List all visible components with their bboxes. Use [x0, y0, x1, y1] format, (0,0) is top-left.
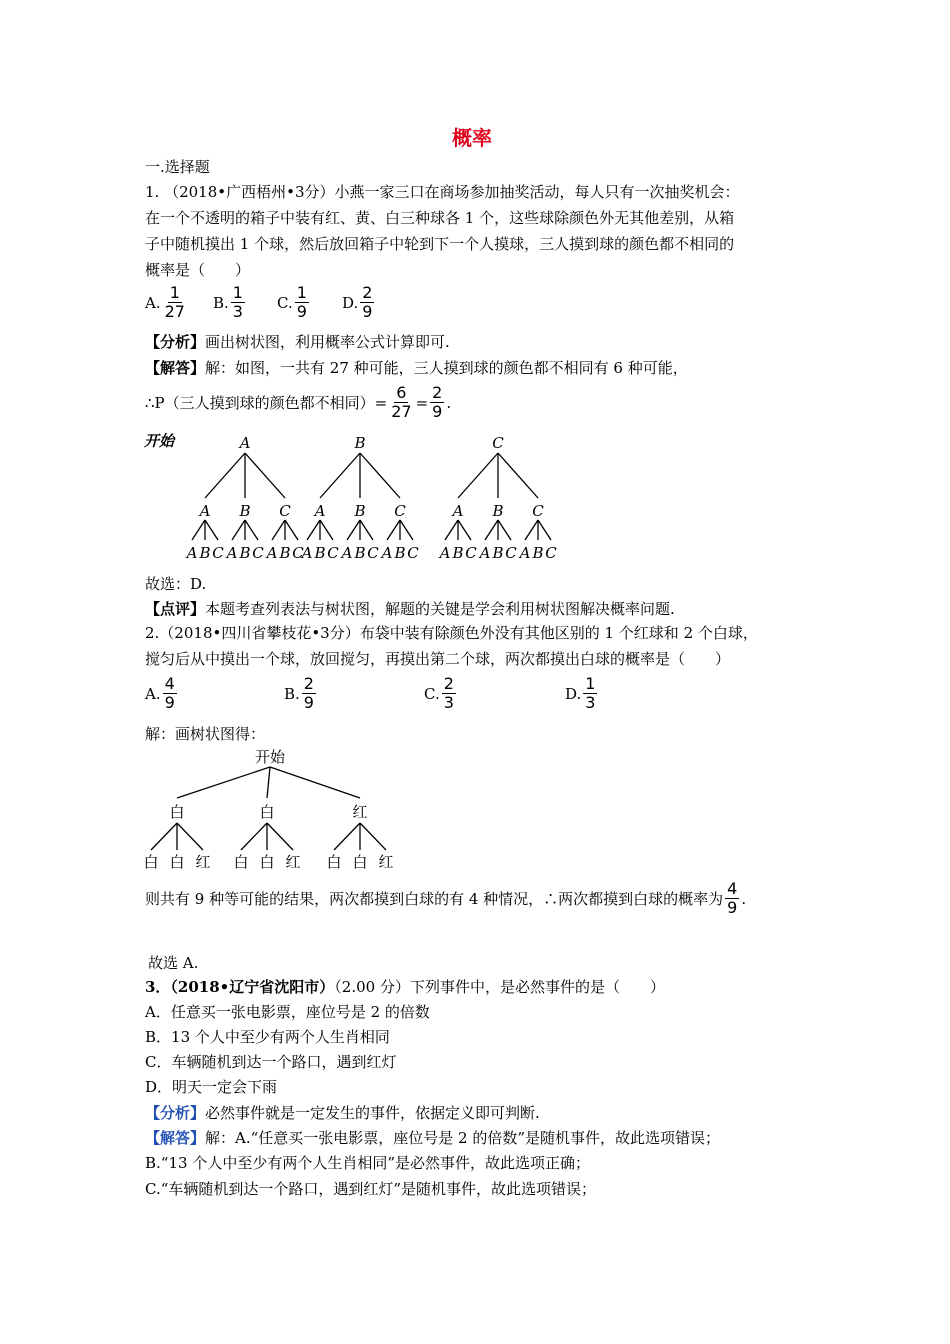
- tree-node-root: C: [492, 434, 504, 452]
- tree-node-level2: C: [394, 502, 406, 520]
- tree-node-leaf: C: [545, 544, 557, 562]
- tree-node-leaf: C: [465, 544, 477, 562]
- tree-node-leaf: A: [301, 544, 313, 562]
- tree-branch: [151, 823, 177, 850]
- q3-answer-line-3: C.“车辆随机到达一个路口，遇到红灯”是随机事件，故此选项错误；: [145, 1180, 597, 1198]
- tree2-node-leaf: 白: [259, 853, 275, 871]
- tree-branch: [205, 453, 245, 498]
- q3-answer-line-2: B.“13 个人中至少有两个人生肖相同”是必然事件，故此选项正确；: [145, 1154, 590, 1172]
- tree-branch: [241, 823, 267, 850]
- tree2-node-leaf: 白: [326, 853, 342, 871]
- tree-node-leaf: A: [266, 544, 278, 562]
- q1-line-4: 概率是（ ）: [145, 261, 251, 279]
- tree-branch: [525, 520, 538, 540]
- tree-node-leaf: C: [367, 544, 379, 562]
- tree-branch: [445, 520, 458, 540]
- q2-line-2: 搅匀后从中摸出一个球，放回搅匀，再摸出第二个球，两次都摸出白球的概率是（ ）: [145, 650, 731, 668]
- tree-branch: [285, 520, 298, 540]
- tree-node-root: A: [239, 434, 251, 452]
- q1-option-a: A. $\frac{1}{27}$: [145, 283, 185, 321]
- tree-branch: [245, 520, 258, 540]
- tree-node-leaf: A: [519, 544, 531, 562]
- q1-probability: ∴P（三人摸到球的颜色都不相同）= $\frac{6}{27}$ = $\frac{2}{9}$ .: [145, 383, 452, 421]
- tree-node-level2: A: [452, 502, 464, 520]
- tree-node-level2: C: [279, 502, 291, 520]
- tree-branch: [498, 520, 511, 540]
- q2-choice: 故选 A.: [148, 954, 199, 972]
- tree-start-label: 开始: [144, 432, 175, 450]
- tree-branch: [320, 520, 333, 540]
- q1-choice: 故选：D.: [145, 575, 207, 593]
- tree-branch: [498, 453, 538, 498]
- tree-branch: [192, 520, 205, 540]
- tree2-node-level1: 红: [352, 803, 368, 821]
- tree-node-leaf: C: [212, 544, 224, 562]
- tree-branch: [245, 453, 285, 498]
- tree2-start-label: 开始: [254, 748, 286, 766]
- q3-answer-line-1: 【解答】解：A.“任意买一张电影票，座位号是 2 的倍数”是随机事件，故此选项错误；: [145, 1129, 721, 1147]
- tree-node-leaf: C: [505, 544, 517, 562]
- tree-node-leaf: B: [314, 544, 326, 562]
- tree-node-root: B: [354, 434, 366, 452]
- q2-line-1: 2.（2018•四川省攀枝花•3分）布袋中装有除颜色外没有其他区别的 1 个红球和 2 个白球，: [145, 624, 758, 642]
- tree2-node-leaf: 白: [169, 853, 185, 871]
- tree-branch: [320, 453, 360, 498]
- tree-branch: [458, 520, 471, 540]
- q3-option-c: C．车辆随机到达一个路口，遇到红灯: [145, 1053, 397, 1071]
- tree-branch: [334, 823, 360, 850]
- tree-branch: [232, 520, 245, 540]
- tree-branch: [270, 767, 360, 798]
- q1-comment: 【点评】本题考查列表法与树状图，解题的关键是学会利用树状图解决概率问题.: [145, 600, 675, 618]
- tree-node-leaf: B: [532, 544, 544, 562]
- q1-option-c: C. $\frac{1}{9}$: [277, 283, 307, 321]
- tree-node-leaf: C: [292, 544, 304, 562]
- tree-node-leaf: A: [439, 544, 451, 562]
- tree-branch: [177, 767, 270, 798]
- tree2-node-leaf: 白: [352, 853, 368, 871]
- q1-tree-diagram: [140, 428, 590, 568]
- tree-branch: [387, 520, 400, 540]
- q2-option-c: C. $\frac{2}{3}$: [424, 674, 454, 712]
- q3-option-d: D．明天一定会下雨: [145, 1078, 278, 1096]
- tree-branch: [458, 453, 498, 498]
- tree-branch: [267, 823, 293, 850]
- tree2-node-level1: 白: [259, 803, 275, 821]
- tree-node-leaf: B: [452, 544, 464, 562]
- tree-branch: [307, 520, 320, 540]
- q1-answer: 【解答】解：如图，一共有 27 种可能，三人摸到球的颜色都不相同有 6 种可能，: [145, 359, 688, 377]
- q3-analysis: 【分析】必然事件就是一定发生的事件，依据定义即可判断.: [145, 1104, 540, 1122]
- q3-option-b: B．13 个人中至少有两个人生肖相同: [145, 1028, 390, 1046]
- tree-branch: [400, 520, 413, 540]
- tree-node-level2: B: [239, 502, 251, 520]
- tree-node-level2: B: [354, 502, 366, 520]
- q1-line-1: 1. （2018•广西梧州•3分）小燕一家三口在商场参加抽奖活动，每人只有一次抽奖机会：: [145, 183, 740, 201]
- q1-line-3: 子中随机摸出 1 个球，然后放回箱子中轮到下一个人摸球，三人摸到球的颜色都不相同的: [145, 235, 735, 253]
- q1-option-b: B. $\frac{1}{3}$: [213, 283, 243, 321]
- tree-node-leaf: A: [381, 544, 393, 562]
- tree-node-leaf: A: [341, 544, 353, 562]
- tree-node-level2: A: [199, 502, 211, 520]
- q1-line-2: 在一个不透明的箱子中装有红、黄、白三种球各 1 个，这些球除颜色外无其他差别，从箱: [145, 209, 735, 227]
- section-heading: 一.选择题: [145, 158, 210, 176]
- tree-node-leaf: B: [492, 544, 504, 562]
- tree-node-leaf: B: [199, 544, 211, 562]
- tree2-node-leaf: 红: [378, 853, 394, 871]
- tree-branch: [538, 520, 551, 540]
- tree-branch: [347, 520, 360, 540]
- tree-node-leaf: B: [239, 544, 251, 562]
- q1-option-d: D. $\frac{2}{9}$: [342, 283, 373, 321]
- tree2-node-level1: 白: [169, 803, 185, 821]
- tree-node-leaf: B: [279, 544, 291, 562]
- q2-option-d: D. $\frac{1}{3}$: [565, 674, 596, 712]
- tree-node-leaf: C: [327, 544, 339, 562]
- q3-option-a: A．任意买一张电影票，座位号是 2 的倍数: [145, 1003, 430, 1021]
- tree2-node-leaf: 红: [285, 853, 301, 871]
- tree-branch: [360, 823, 386, 850]
- tree-node-level2: B: [492, 502, 504, 520]
- q3-heading: 3．（2018•辽宁省沈阳市）（2.00 分）下列事件中，是必然事件的是（ ）: [145, 978, 665, 996]
- tree-branch: [205, 520, 218, 540]
- q2-tree-diagram: [140, 745, 410, 875]
- tree-node-leaf: B: [354, 544, 366, 562]
- tree-branch: [360, 520, 373, 540]
- tree-node-leaf: C: [407, 544, 419, 562]
- tree-branch: [267, 767, 270, 798]
- tree-node-level2: C: [532, 502, 544, 520]
- tree-node-leaf: C: [252, 544, 264, 562]
- tree2-node-leaf: 红: [195, 853, 211, 871]
- q2-option-b: B. $\frac{2}{9}$: [284, 674, 314, 712]
- tree-branch: [360, 453, 400, 498]
- tree2-node-leaf: 白: [143, 853, 159, 871]
- tree-node-leaf: A: [479, 544, 491, 562]
- tree-branch: [272, 520, 285, 540]
- tree-node-level2: A: [314, 502, 326, 520]
- q1-analysis: 【分析】画出树状图，利用概率公式计算即可.: [145, 333, 450, 351]
- tree-branch: [177, 823, 203, 850]
- q2-result: 则共有 9 种等可能的结果，两次都摸到白球的有 4 种情况，∴两次都摸到白球的概率为 $\frac{4}{9}$ .: [145, 879, 747, 917]
- tree-node-leaf: A: [186, 544, 198, 562]
- tree-node-leaf: B: [394, 544, 406, 562]
- tree2-node-leaf: 白: [233, 853, 249, 871]
- page-title: 概率: [452, 126, 492, 150]
- q2-solution-intro: 解：画树状图得：: [145, 725, 266, 743]
- tree-branch: [485, 520, 498, 540]
- tree-node-leaf: A: [226, 544, 238, 562]
- q2-option-a: A. $\frac{4}{9}$: [145, 674, 175, 712]
